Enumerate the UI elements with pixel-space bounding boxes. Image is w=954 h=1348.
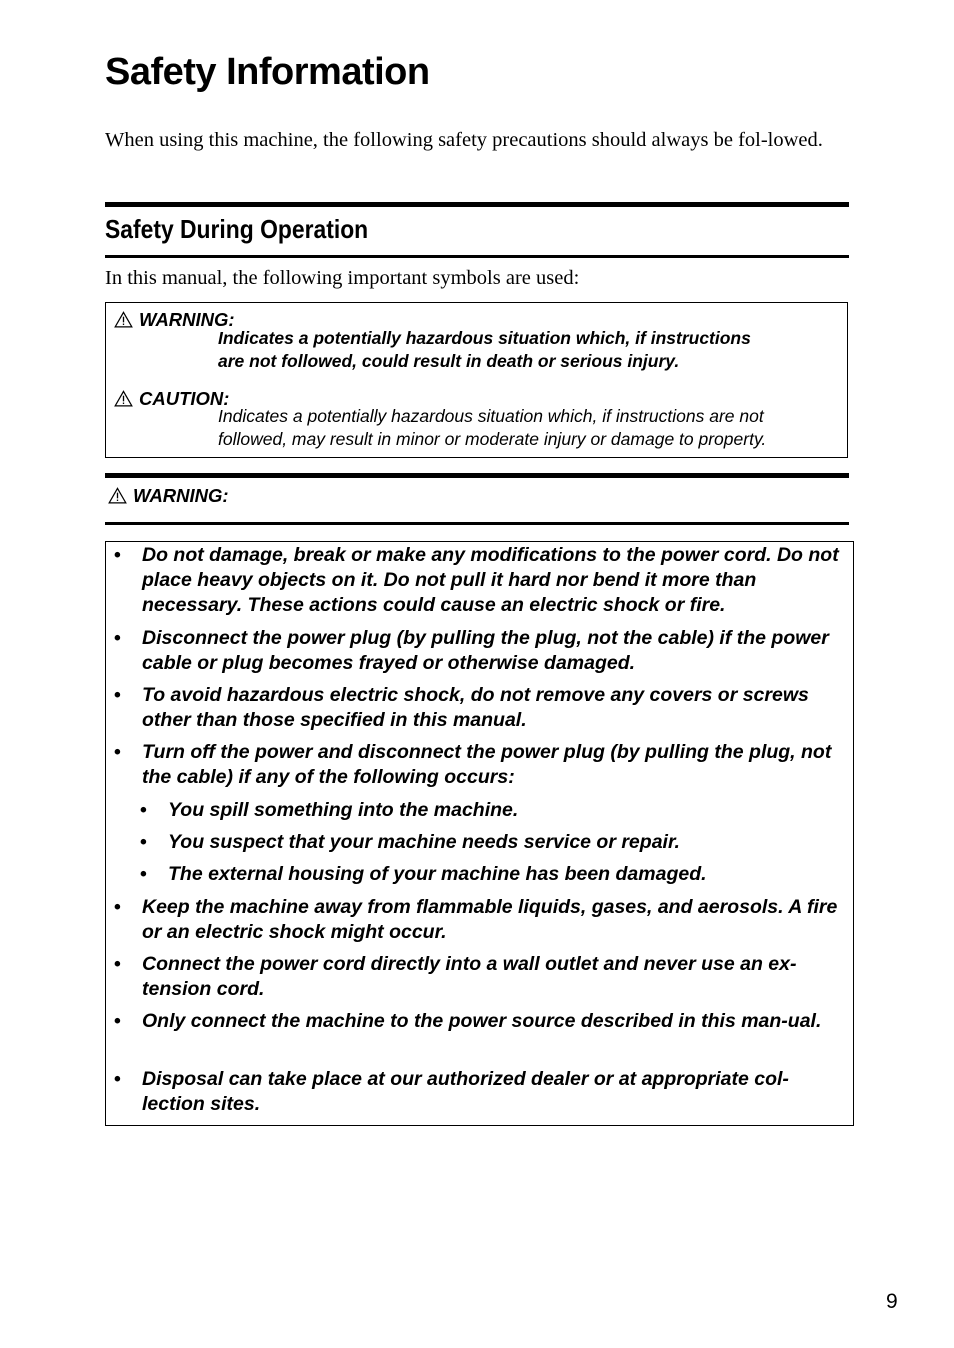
list-item-text: Connect the power cord directly into a wall outlet and never use an ex-tension cord. <box>142 953 797 1000</box>
symbol-legend-box <box>105 302 848 458</box>
list-item-text: Turn off the power and disconnect the power plug (by pulling the plug, not the cable) if any of the following occurs: <box>142 741 832 788</box>
legend-caution-label <box>114 388 229 410</box>
sub-list-item <box>140 862 845 887</box>
intro-paragraph: When using this machine, the following safety precautions should always be fol-lowed. <box>105 129 823 151</box>
bullet: • <box>114 896 121 918</box>
bullet: • <box>114 627 121 649</box>
bullet: • <box>114 1010 121 1032</box>
list-item-text: Do not damage, break or make any modifications to the power cord. Do not place heavy objects on it. Do not pull it hard nor bend it more than necessary. These actions could cause an electric shock or fire. <box>142 544 839 616</box>
sub-list-item <box>140 830 845 855</box>
page-number: 9 <box>886 1290 898 1313</box>
legend-caution-desc-line2: followed, may result in minor or moderate injury or damage to property. <box>218 429 767 449</box>
list-item-text: Only connect the machine to the power source described in this man-ual. <box>142 1010 822 1032</box>
list-item <box>114 1009 849 1034</box>
bullet: • <box>114 684 121 706</box>
list-item <box>114 543 849 618</box>
list-item <box>114 895 849 945</box>
legend-warning-label <box>114 309 235 331</box>
legend-warning-desc-line2: are not followed, could result in death or serious injury. <box>218 351 680 371</box>
list-item <box>114 740 849 790</box>
symbols-intro: In this manual, the following important symbols are used: <box>105 267 580 289</box>
caution-triangle-icon <box>114 390 133 407</box>
bullet: • <box>114 1068 121 1090</box>
list-item-text: Keep the machine away from flammable liquids, gases, and aerosols. A fire or an electric shock might occur. <box>142 896 838 943</box>
list-item-text: To avoid hazardous electric shock, do not remove any covers or screws other than those specified in this manual. <box>142 684 809 731</box>
bullet: • <box>140 831 147 853</box>
legend-warning-text: WARNING: <box>139 309 235 330</box>
list-item <box>114 683 849 733</box>
list-item <box>114 626 849 676</box>
section-top-rule <box>105 202 849 207</box>
page-title: Safety Information <box>105 51 430 93</box>
sub-list-item-text: You suspect that your machine needs service or repair. <box>168 831 680 853</box>
legend-caution-desc-line1: Indicates a potentially hazardous situation which, if instructions are not <box>218 406 764 426</box>
warning-heading-text: WARNING: <box>133 485 229 506</box>
warning-list-box <box>105 541 854 1126</box>
warning-top-rule <box>105 473 849 478</box>
warning-triangle-icon <box>114 311 133 328</box>
bullet: • <box>114 741 121 763</box>
list-item-text: Disconnect the power plug (by pulling the plug, not the cable) if the power cable or plug becomes frayed or otherwise damaged. <box>142 627 829 674</box>
sub-list-item-text: The external housing of your machine has been damaged. <box>168 863 707 885</box>
legend-caution-description <box>218 405 838 451</box>
legend-warning-desc-line1: Indicates a potentially hazardous situation which, if instructions <box>218 328 751 348</box>
bullet: • <box>140 799 147 821</box>
legend-caution-text: CAUTION: <box>139 388 230 409</box>
bullet: • <box>114 953 121 975</box>
list-item <box>114 952 849 1002</box>
warning-bottom-rule <box>105 522 849 525</box>
warning-heading <box>108 484 229 508</box>
sub-list-item <box>140 798 845 823</box>
sub-list-item-text: You spill something into the machine. <box>168 799 519 821</box>
list-item-text: Disposal can take place at our authorized dealer or at appropriate col-lection sites. <box>142 1068 789 1115</box>
section-heading: Safety During Operation <box>105 214 369 244</box>
section-bottom-rule <box>105 255 849 258</box>
bullet: • <box>140 863 147 885</box>
bullet: • <box>114 544 121 566</box>
list-item <box>114 1067 849 1117</box>
legend-warning-description <box>218 327 838 373</box>
warning-heading-triangle-icon <box>108 487 127 504</box>
